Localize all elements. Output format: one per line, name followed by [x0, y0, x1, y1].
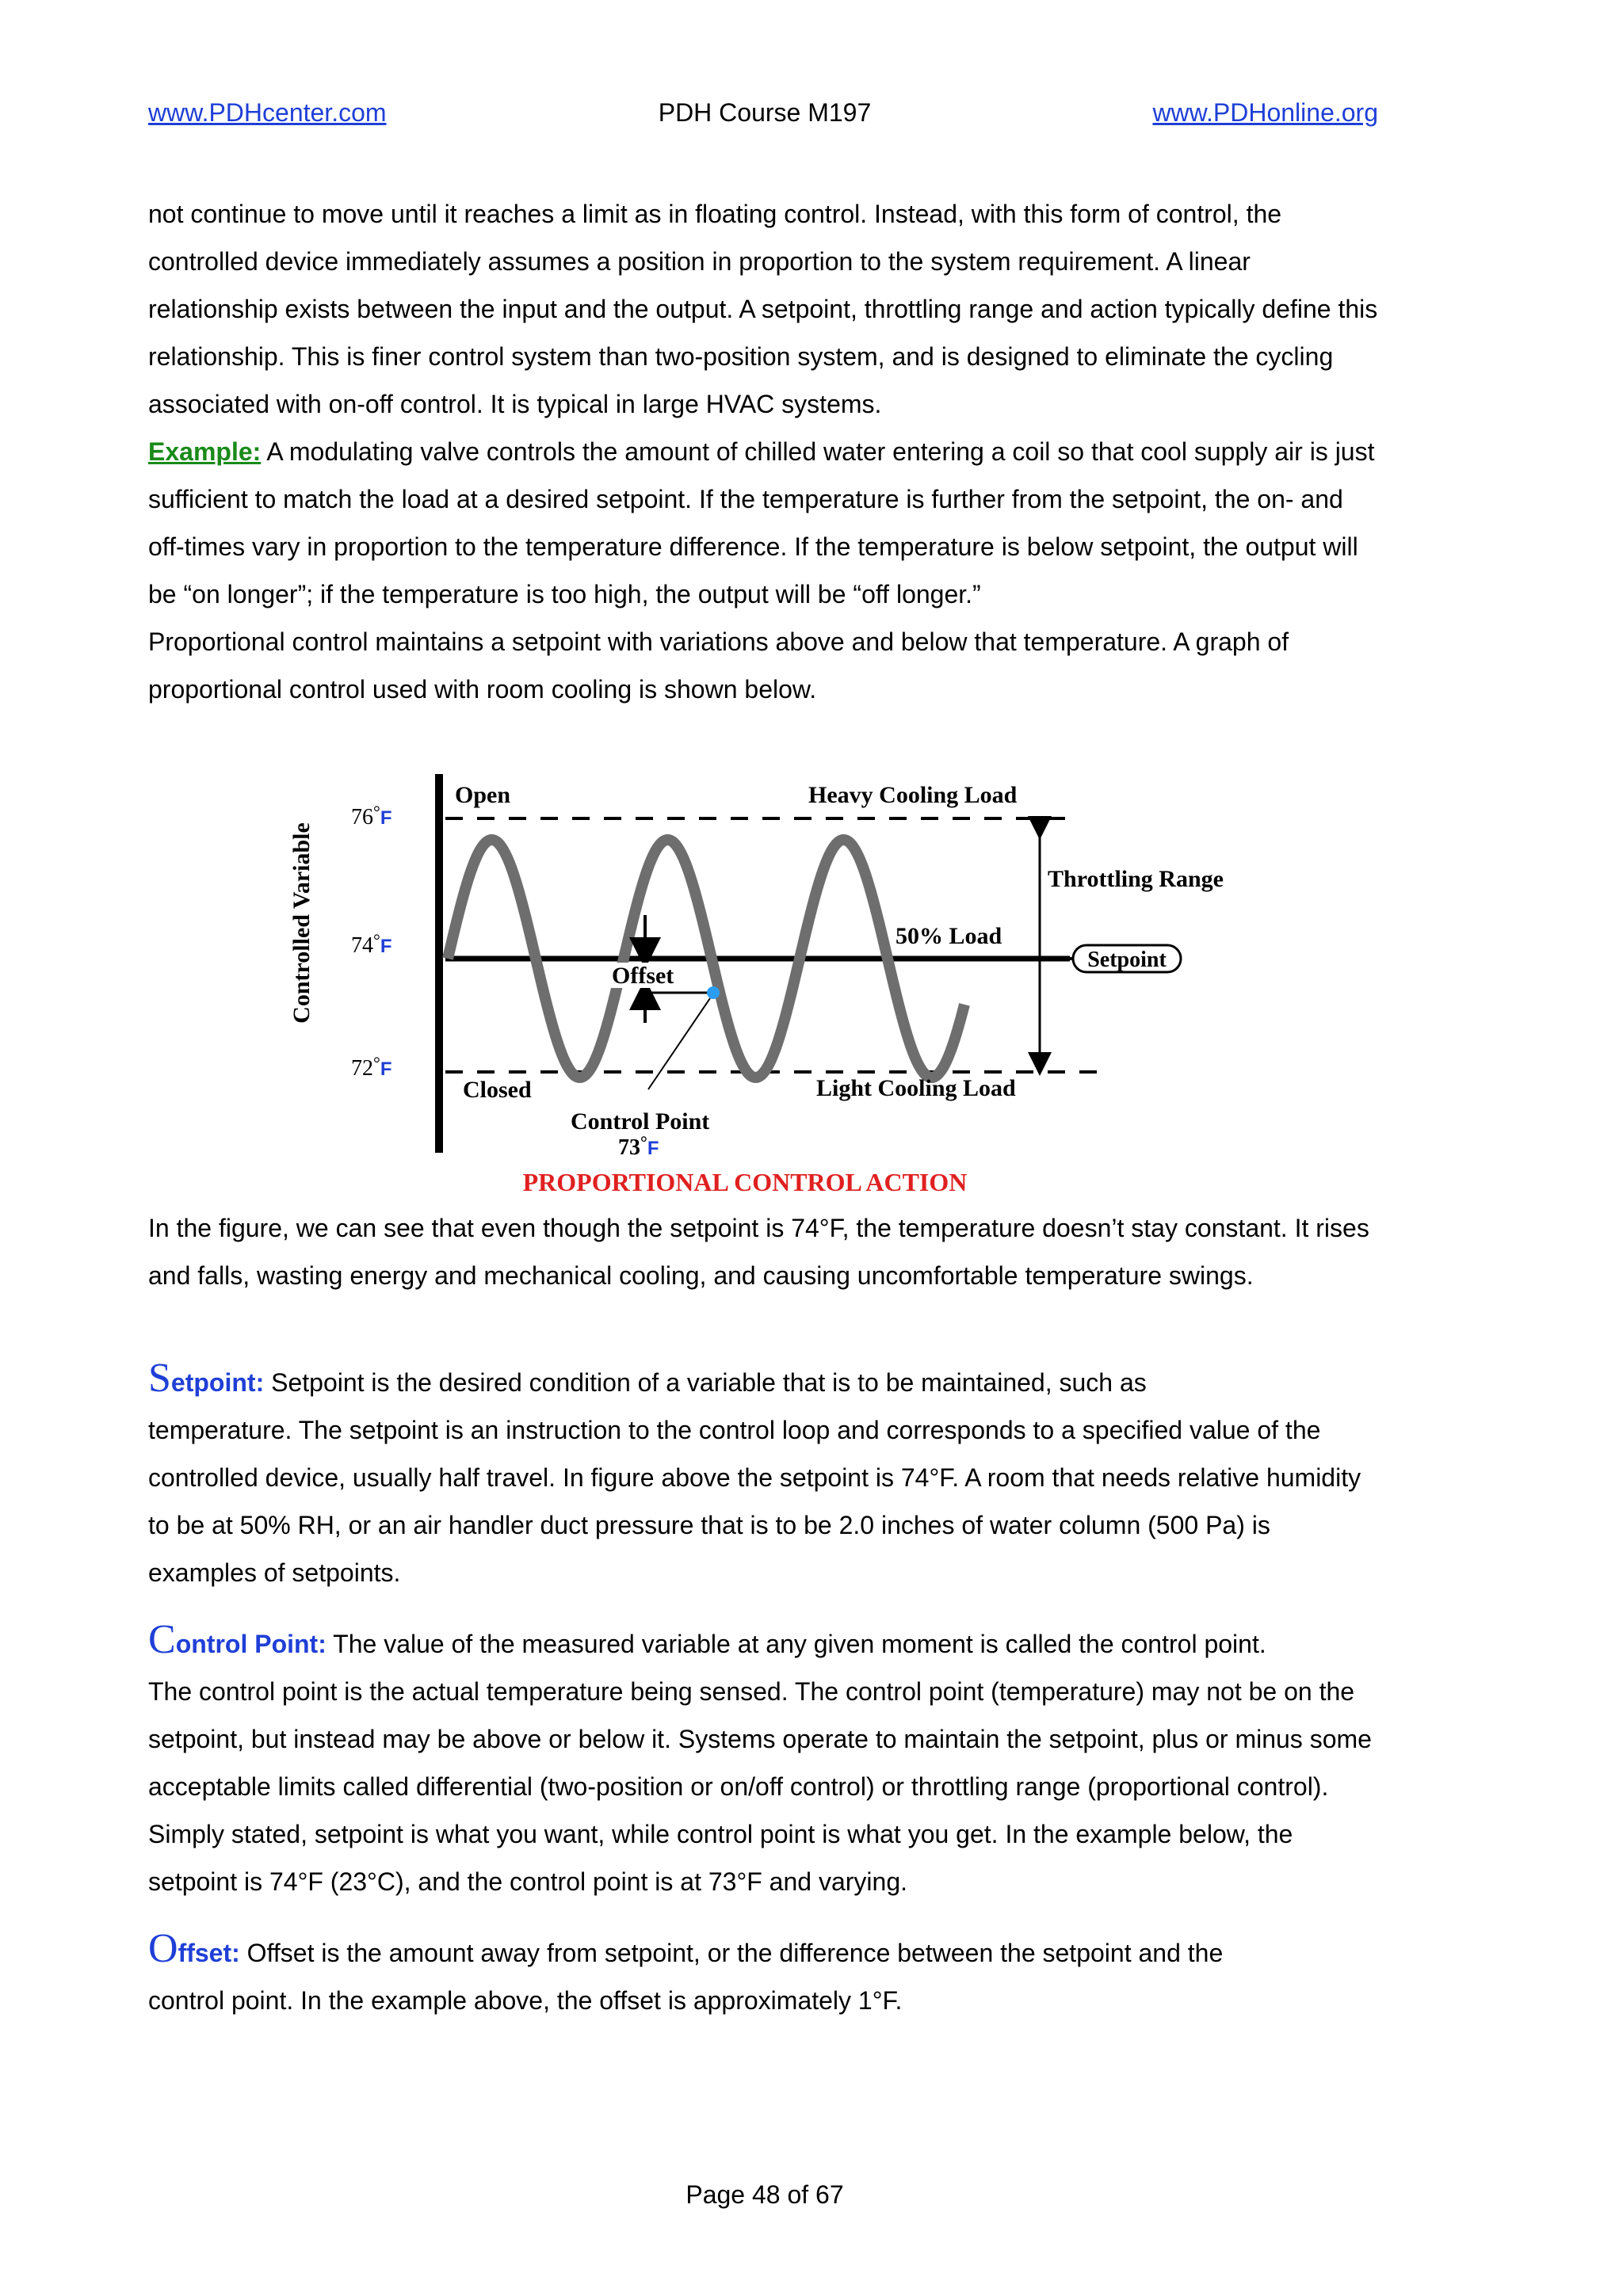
example-text: A modulating valve controls the amount of chilled water entering a coil so that cool supply air is just sufficient to match the load at a desired setpoint. If the temperature is further from the setpoint, the on- and off-times vary in proportion to the temperature difference. If the temperature is below setpoint, the output will be “on longer”; if the temperature is too high, the output will be “off longer.” [148, 437, 1375, 608]
tick-74: 74°F [351, 930, 392, 958]
intro-section [148, 190, 1384, 713]
course-title: PDH Course M197 [658, 98, 872, 127]
offset-body: control point. In the example above, the offset is approximately 1°F. [148, 1986, 903, 2015]
after-figure-paragraph: In the figure, we can see that even though the setpoint is 74°F, the temperature doesn’t stay constant. It rises and falls, wasting energy and mechanical cooling, and causing uncomfortable temperature swings. [148, 1214, 1369, 1290]
y-axis-label: Controlled Variable [288, 822, 315, 1024]
closed-label: Closed [463, 1077, 532, 1103]
example-paragraph [148, 428, 1384, 618]
offset-term: Offset: [148, 1926, 240, 1971]
proportional-paragraph: Proportional control maintains a setpoint with variations above and below that temperature. A graph of proportional control used with room cooling is shown below. [148, 627, 1289, 704]
heavy-load-label: Heavy Cooling Load [808, 782, 1018, 808]
tick-76: 76°F [351, 802, 392, 830]
page-number: Page 48 of 67 [685, 2180, 844, 2209]
example-label: Example: [148, 437, 262, 466]
setpoint-first-line: Setpoint is the desired condition of a variable that is to be maintained, such as [264, 1368, 1147, 1397]
header-right-link[interactable] [1152, 97, 1378, 128]
definition-setpoint [148, 1355, 1384, 1596]
control-point-body: The control point is the actual temperature being sensed. The control point (temperature) may not be on the setpoint, but instead may be above or below it. Systems operate to maintain the setpoint, plus or minus some acceptable limits called differential (two-position or on/off control) or throttling range (proportional control). Simply stated, setpoint is what you want, while control point is what you get. In the example below, the setpoint is 74°F (23°C), and the control point is at 73°F and varying. [148, 1677, 1372, 1896]
definition-offset [148, 1925, 1384, 2024]
control-point-first-line: The value of the measured variable at any given moment is called the control point. [326, 1630, 1266, 1658]
open-label: Open [455, 782, 511, 808]
control-point-term: Control Point: [148, 1617, 327, 1662]
setpoint-body: temperature. The setpoint is an instruction to the control loop and corresponds to a specified value of the controlled device, usually half travel. In figure above the setpoint is 74°F. A room that needs relative humidity to be at 50% RH, or an air handler duct pressure that is to be 2.0 inches of water column (500 Pa) is examples of setpoints. [148, 1416, 1361, 1587]
tick-72: 72°F [351, 1053, 392, 1081]
definition-control-point [148, 1616, 1384, 1905]
control-point-leader [648, 998, 710, 1089]
light-load-label: Light Cooling Load [816, 1075, 1016, 1101]
half-load-label: 50% Load [896, 923, 1002, 949]
control-point-marker [707, 986, 720, 999]
offset-first-line: Offset is the amount away from setpoint, or the difference between the setpoint and the [239, 1939, 1224, 1967]
intro-paragraph: not continue to move until it reaches a limit as in floating control. Instead, with this form of control, the controlled device immediately assumes a position in proportion to the system requirement. A linear relationship exists between the input and the output. A setpoint, throttling range and action typically define this relationship. This is finer control system than two-position system, and is designed to eliminate the cycling associated with on-off control. It is typical in large HVAC systems. [148, 200, 1378, 418]
pdhcenter-link[interactable]: www.PDHcenter.com [148, 98, 387, 127]
figure-caption: PROPORTIONAL CONTROL ACTION [522, 1168, 968, 1196]
setpoint-label: Setpoint [1087, 948, 1167, 972]
control-point-value: 73°F [618, 1132, 659, 1160]
control-point-label: Control Point [571, 1108, 710, 1135]
proportional-control-figure [269, 765, 1300, 1204]
pdhonline-link[interactable]: www.PDHonline.org [1152, 98, 1378, 127]
offset-label: Offset [612, 963, 674, 989]
setpoint-term: Setpoint: [148, 1356, 265, 1401]
throttling-range-label: Throttling Range [1048, 866, 1224, 892]
